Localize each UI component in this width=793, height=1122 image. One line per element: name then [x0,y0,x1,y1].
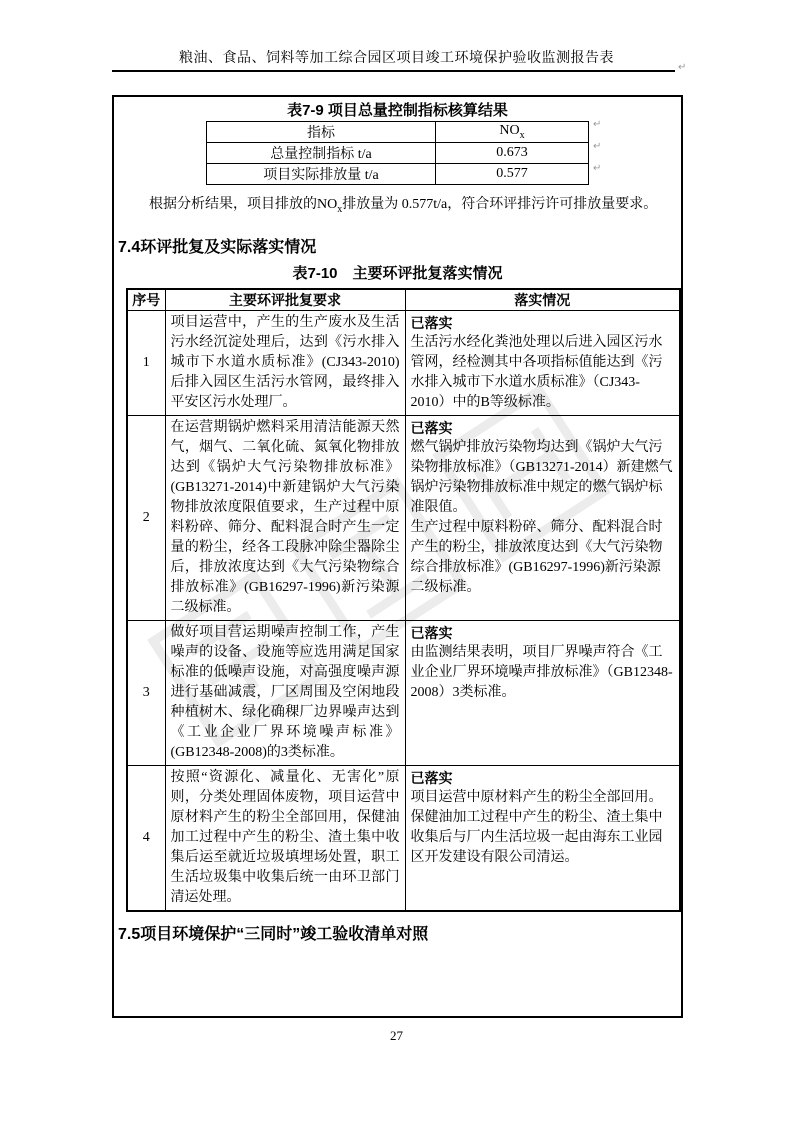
status-paragraph: 燃气锅炉排放污染物均达到《锅炉大气污染物排放标准》（GB13271-2014）新建燃气锅炉污染物排放标准中规定的燃气锅炉标准限值。 [410,440,673,516]
header-implementation-status: 落实情况 [405,289,680,311]
header-eia-requirement: 主要环评批复要求 [165,289,405,311]
status-paragraph: 生产过程中原料粉碎、筛分、配料混合时产生的粉尘，排放浓度达到《大气污染物综合排放标准》(GB16297-1996)新污染源二级标准。 [410,520,663,596]
indicator-header-cell: 指标 [207,122,436,143]
report-content-box [112,95,683,1018]
status-cell [405,766,680,912]
status-title: 已落实 [410,770,453,787]
row-number-cell: 2 [127,416,165,621]
row-number-cell: 4 [127,766,165,912]
table-7-9-caption: 表7-9 项目总量控制指标核算结果 [287,102,508,119]
table-row [207,164,589,185]
requirement-cell: 做好项目营运期噪声控制工作，产生噪声的设备、设施等应选用满足国家标准的低噪声设施，对高强度噪声源进行基础减震，厂区周围及空闲地段种植树木、绿化确稞厂边界噪声达到《工业企业厂界环境噪声标准》(GB12348-2008)的3类标准。 [165,621,405,766]
actual-emission-value-cell: 0.577 [436,164,589,185]
section-7-4-heading: 7.4环评批复及实际落实情况 [118,238,317,256]
total-control-value-cell: 0.673 [436,143,589,164]
paragraph-mark-icon: ↵ [678,62,687,73]
table-row [127,416,680,621]
table-row [127,766,680,912]
status-paragraph: 项目运营中原材料产生的粉尘全部回用。保健油加工过程中产生的粉尘、渣土集中收集后与厂内生活垃圾一起由海东工业园区开发建设有限公司清运。 [410,790,663,866]
section-7-5-heading: 7.5项目环境保护“三同时”竣工验收清单对照 [118,926,429,944]
table-row [127,311,680,416]
total-control-label-cell: 总量控制指标 t/a [207,143,436,164]
table-7-9-total-control-indicators [206,121,589,185]
status-cell [405,311,680,416]
status-title: 已落实 [410,625,453,642]
page-number: 27 [390,1028,403,1043]
status-cell [405,416,680,621]
actual-emission-label-cell: 项目实际排放量 t/a [207,164,436,185]
header-serial-number: 序号 [127,289,165,311]
status-title: 已落实 [410,420,453,437]
status-title: 已落实 [410,315,453,332]
table-row [207,143,589,164]
paragraph-mark-icon: ↵ [593,141,602,152]
requirement-cell: 在运营期锅炉燃料采用清洁能源天然气，烟气、二氧化硫、氮氧化物排放达到《锅炉大气污染物排放标准》(GB13271-2014)中新建锅炉大气污染物排放浓度限值要求，生产过程中原料粉碎、筛分、配料混合时产生一定量的粉尘，经各工段脉冲除尘器除尘后，排放浓度达到《大气污染物综合排放标准》(GB16297-1996)新污染源二级标准。 [165,416,405,621]
document-header-title: 粮油、食品、饲料等加工综合园区项目竣工环境保护验收监测报告表 [179,51,614,66]
requirement-cell: 项目运营中，产生的生产废水及生活污水经沉淀处理后，达到《污水排入城市下水道水质标准》(CJ343-2010)后排入园区生活污水管网，最终排入平安区污水处理厂。 [165,311,405,416]
analysis-paragraph: 根据分析结果，项目排放的$NO_x$排放量为 0.577t/a，符合环评排污许可排放量要求。 [149,197,658,215]
requirement-cell: 按照“资源化、减量化、无害化”原则，分类处理固体废物，项目运营中原材料产生的粉尘全部回用，保健油加工过程中产生的粉尘、渣土集中收集后运至就近垃圾填埋场处置，职工生活垃圾集中收集后统一由环卫部门清运处理。 [165,766,405,912]
table-7-10-caption: 表7-10 主要环评批复落实情况 [292,264,503,282]
row-number-cell: 3 [127,621,165,766]
paragraph-mark-icon: ↵ [593,163,602,174]
nox-header-cell: $NO_x$ [436,122,589,143]
header-divider [112,70,675,72]
status-paragraph: 生活污水经化粪池处理以后进入园区污水管网，经检测其中各项指标值能达到《污水排入城市下水道水质标准》（CJ343-2010）中的B等级标准。 [410,335,663,411]
paragraph-mark-icon: ↵ [593,119,602,130]
table-7-10-eia-approval-implementation [126,288,681,913]
table-row [127,621,680,766]
table-header-row [127,289,680,311]
status-paragraph: 由监测结果表明，项目厂界噪声符合《工业企业厂界环境噪声排放标准》（GB12348-2008）3类标准。 [410,645,673,701]
row-number-cell: 1 [127,311,165,416]
table-row [207,122,589,143]
status-cell [405,621,680,766]
